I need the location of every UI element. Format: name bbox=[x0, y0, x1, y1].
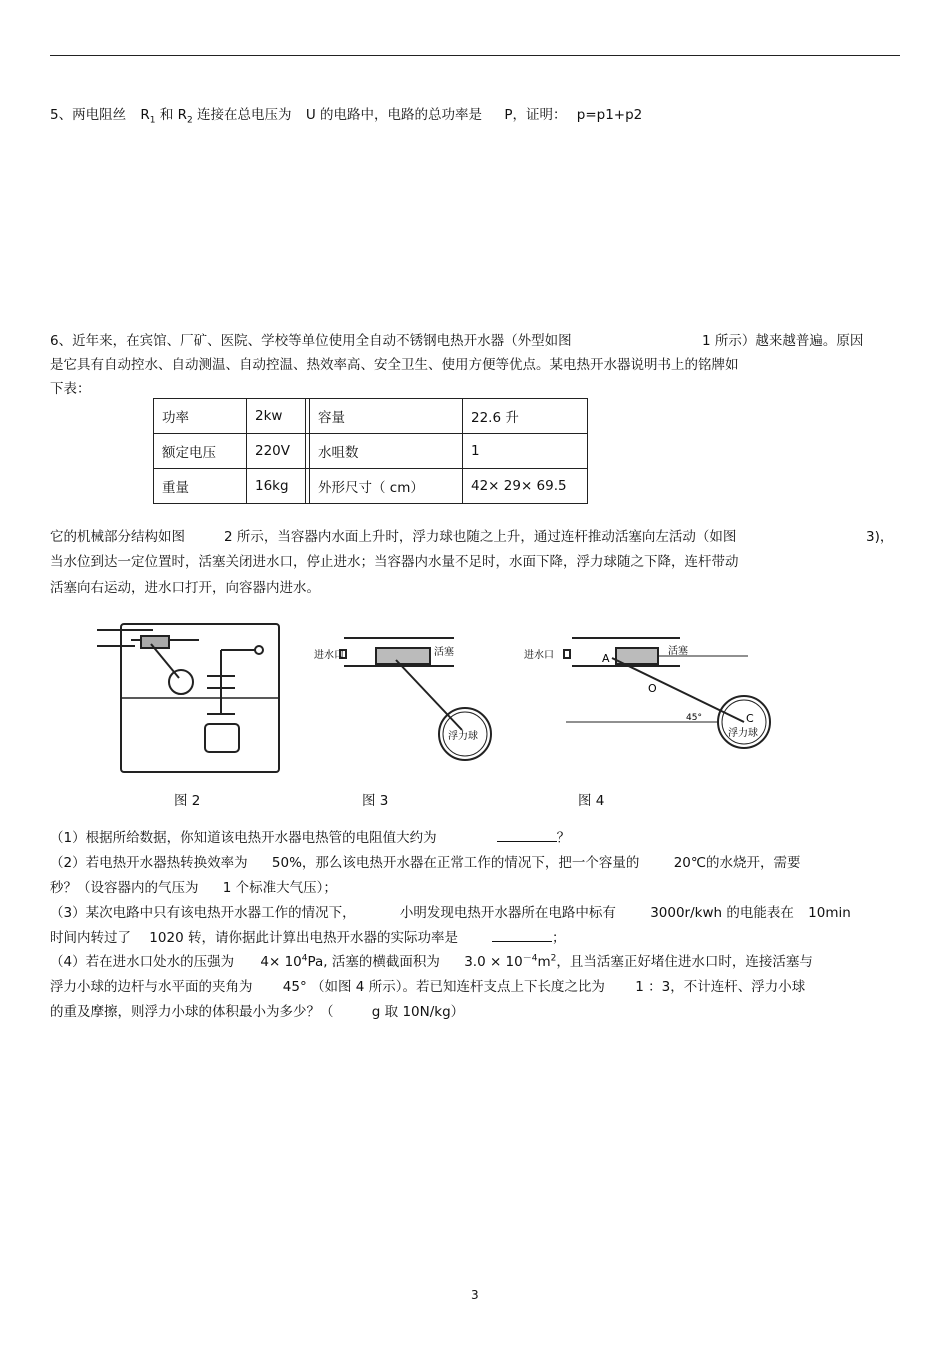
answer-blank-1[interactable] bbox=[497, 841, 557, 842]
figure-4-diagram bbox=[520, 630, 790, 750]
table-cell: 22.6 升 bbox=[463, 399, 588, 434]
fig4-piston-label: 活塞 bbox=[668, 646, 688, 657]
q6-para2-l1b: 2 所示，当容器内水面上升时，浮力球也随之上升，通过连杆推动活塞向左活动（如图 bbox=[224, 529, 737, 545]
subquestion-2-line1: （2）若电热开水器热转换效率为 50%，那么该电热开水器在正常工作的情况下，把一个容量的 20℃的水烧开，需要 bbox=[50, 855, 801, 871]
q6-para2-l1a: 它的机械部分结构如图 bbox=[50, 529, 185, 545]
figure-4-caption: 图 4 bbox=[578, 793, 605, 809]
table-row bbox=[154, 469, 588, 504]
q6-line1b: 1 所示）越来越普遍。原因 bbox=[702, 333, 864, 349]
figure-2-caption: 图 2 bbox=[174, 793, 201, 809]
table-cell: 容量 bbox=[310, 399, 463, 434]
fig3-piston-label: 活塞 bbox=[434, 647, 454, 658]
subquestion-1: （1）根据所给数据，你知道该电热开水器电热管的电阻值大约为 ？ bbox=[50, 830, 571, 846]
q6-para2-l1c: 3)， bbox=[866, 529, 894, 545]
page-number: 3 bbox=[471, 1288, 479, 1302]
fig4-angle-label: 45° bbox=[686, 713, 702, 723]
nameplate-table bbox=[153, 398, 588, 504]
header-rule bbox=[50, 55, 900, 56]
table-cell: 2kw bbox=[247, 399, 306, 434]
subquestion-4-line1: （4）若在进水口处水的压强为 $4\times 10^4Pa$, 活塞的横截面积为 $3.0 \times 10^{-4}m^2$，且当活塞正好堵住进水口时，连接活塞与 bbox=[50, 953, 813, 970]
fig4-inlet-label: 进水口 bbox=[524, 650, 554, 661]
table-cell: 额定电压 bbox=[154, 434, 247, 469]
table-cell: 16kg bbox=[247, 469, 306, 504]
fig4-point-a: A bbox=[602, 652, 610, 665]
table-row bbox=[154, 399, 588, 434]
subquestion-4-line2: 浮力小球的边杆与水平面的夹角为 45° （如图 4 所示）。若已知连杆支点上下长度之比为 1 ：3，不计连杆、浮力小球 bbox=[50, 979, 806, 995]
table-cell: 功率 bbox=[154, 399, 247, 434]
answer-blank-3[interactable] bbox=[492, 941, 552, 942]
table-cell: 42× 29× 69.5 bbox=[463, 469, 588, 504]
fig4-point-o: O bbox=[648, 682, 657, 695]
table-cell: 1 bbox=[463, 434, 588, 469]
table-cell: 外形尺寸（ cm） bbox=[310, 469, 463, 504]
subquestion-3-line2: 时间内转过了 1020 转，请你据此计算出电热开水器的实际功率是 ； bbox=[50, 930, 566, 946]
figure-3-caption: 图 3 bbox=[362, 793, 389, 809]
fig3-inlet-label: 进水口 bbox=[314, 650, 344, 661]
figure-3-diagram bbox=[310, 630, 500, 770]
fig4-point-c: C bbox=[746, 712, 754, 725]
table-row bbox=[154, 434, 588, 469]
subquestion-2-line2: 秒？（设容器内的气压为 1 个标准大气压）； bbox=[50, 880, 337, 896]
q6-para2-l2: 当水位到达一定位置时，活塞关闭进水口，停止进水；当容器内水量不足时，水面下降，浮力球随之下降，连杆带动 bbox=[50, 554, 739, 570]
q6-line3: 下表： bbox=[50, 381, 91, 397]
table-cell: 水咀数 bbox=[310, 434, 463, 469]
question-5: 5、两电阻丝 $R_1$ 和 $R_2$ 连接在总电压为 U 的电路中，电路的总功率是 P，证明： p=p1+p2 bbox=[50, 107, 643, 126]
q6-para2-l3: 活塞向右运动，进水口打开，向容器内进水。 bbox=[50, 580, 320, 596]
q6-line1a: 6、近年来，在宾馆、厂矿、医院、学校等单位使用全自动不锈钢电热开水器（外型如图 bbox=[50, 333, 572, 349]
fig4-ball-label: 浮力球 bbox=[728, 728, 758, 739]
subquestion-4-line3: 的重及摩擦，则浮力小球的体积最小为多少？（ g 取 10N/kg） bbox=[50, 1004, 465, 1020]
subquestion-3-line1: （3）某次电路中只有该电热开水器工作的情况下， 小明发现电热开水器所在电路中标有 3000r/kwh 的电能表在 10min bbox=[50, 905, 851, 921]
figure-2-diagram bbox=[95, 618, 290, 778]
q6-line2: 是它具有自动控水、自动测温、自动控温、热效率高、安全卫生、使用方便等优点。某电热开水器说明书上的铭牌如 bbox=[50, 357, 739, 373]
fig3-ball-label: 浮力球 bbox=[448, 731, 478, 742]
table-cell: 重量 bbox=[154, 469, 247, 504]
table-cell: 220V bbox=[247, 434, 306, 469]
